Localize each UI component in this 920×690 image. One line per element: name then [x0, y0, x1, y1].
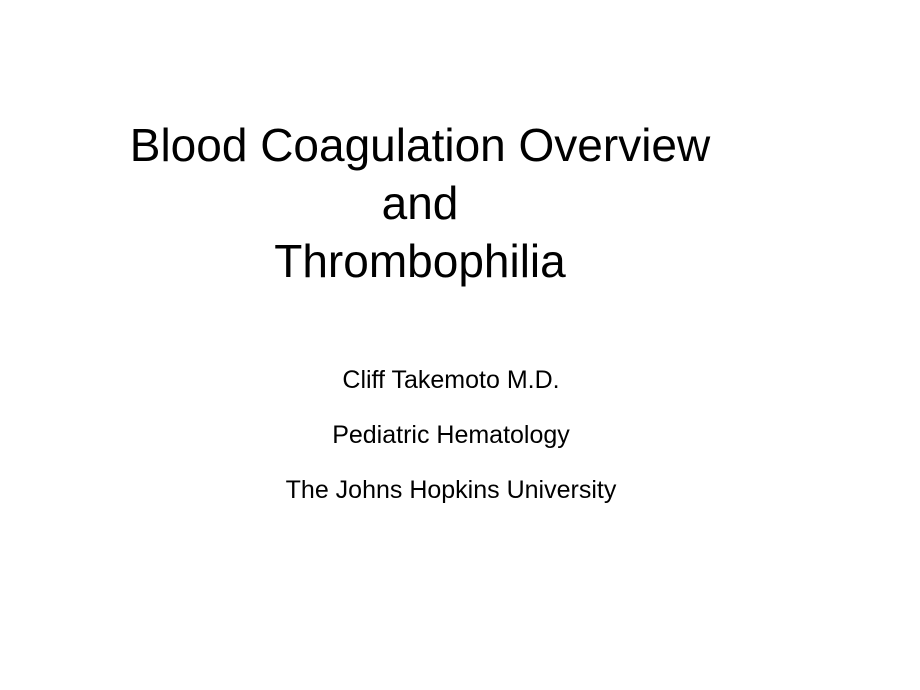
title-line-2: and [381, 177, 459, 229]
title-line-1: Blood Coagulation Overview [129, 119, 711, 171]
author-name: Cliff Takemoto M.D. [342, 366, 560, 394]
title-line-3: Thrombophilia [274, 235, 566, 287]
slide-subtitle [200, 366, 702, 531]
author-department: Pediatric Hematology [332, 421, 570, 449]
author-institution: The Johns Hopkins University [285, 476, 617, 504]
slide-title [70, 116, 770, 290]
